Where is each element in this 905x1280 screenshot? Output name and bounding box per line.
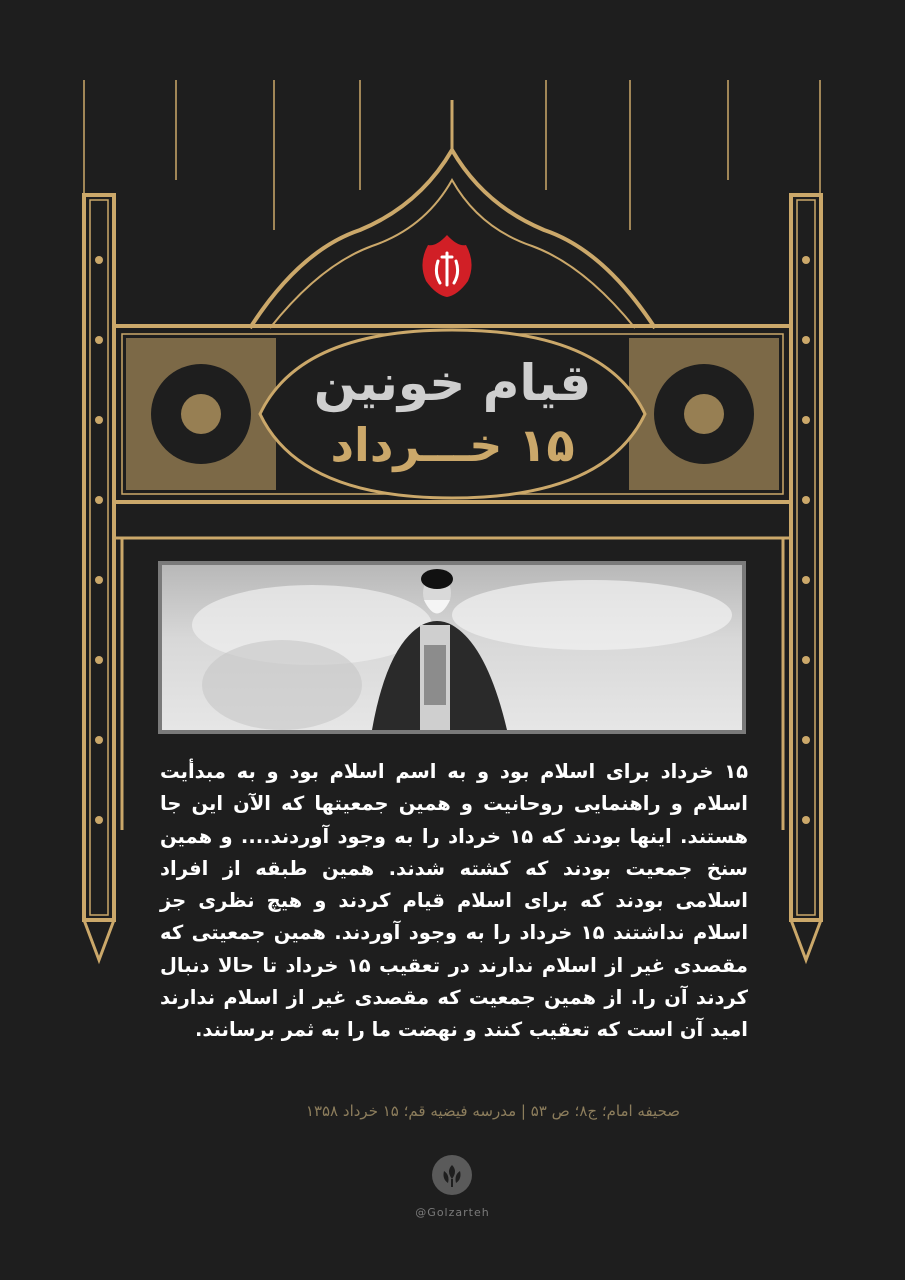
title-sub: ۱۵ خـــرداد bbox=[330, 418, 575, 472]
footer-handle: @Golzarteh bbox=[415, 1206, 490, 1219]
flower-logo-icon bbox=[432, 1155, 472, 1195]
quote-source: صحیفه امام؛ ج۸؛ ص ۵۳ | مدرسه فیضیه قم؛ ۱۵ خرداد ۱۳۵۸ bbox=[305, 1102, 680, 1120]
portrait-photo bbox=[158, 561, 746, 734]
quote-text: ۱۵ خرداد برای اسلام بود و به اسم اسلام بود و به مبدأیت اسلام و راهنمایی روحانیت و همین جمعیتها که الآن این جا هستند. اینها بودند که ۱۵ خرداد را به وجود آوردند.... و همین سنخ جمعیت بودند که کشته شدند. همین طبقه از افراد اسلامی بودند که برای اسلام قیام کردند و هیچ نظری جز اسلام نداشتند ۱۵ خرداد را به وجود آوردند. همین جمعیتی که مقصدی غیر از اسلام ندارند در تعقیب ۱۵ خرداد تا حالا دنبال کردند آن را. از همین جمعیت که مقصدی غیر از اسلام ندارند امید آن است که تعقیب کنند و نهضت ما را به ثمر برسانند. bbox=[160, 760, 749, 1042]
portrait-illustration bbox=[162, 565, 742, 730]
iran-emblem-icon bbox=[418, 233, 476, 299]
title-main: قیام خونین bbox=[313, 354, 592, 412]
